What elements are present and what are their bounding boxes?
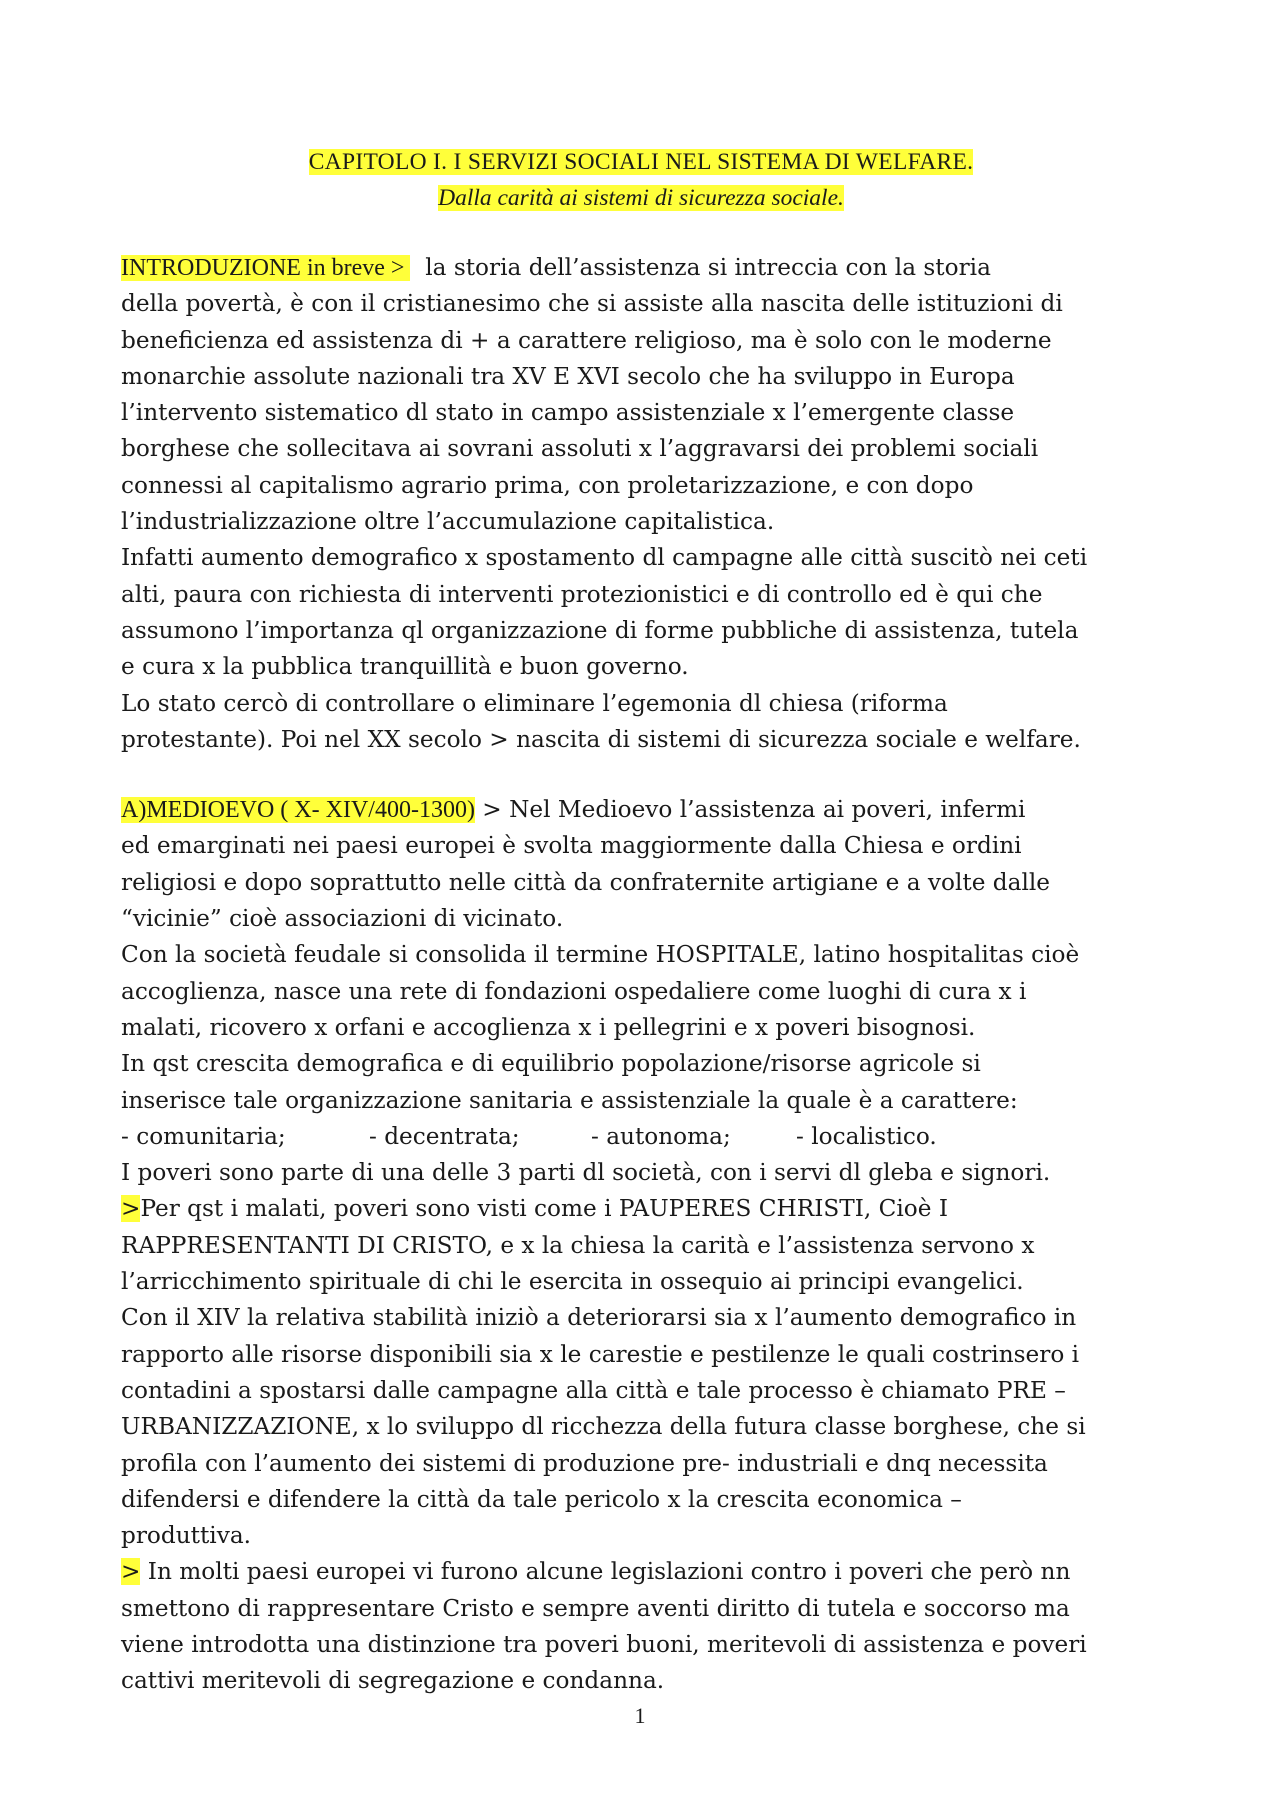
medioevo-first-line [121,792,1161,828]
intro-line: connessi al capitalismo agrario prima, con proletarizzazione, e con dopo [121,471,974,499]
medioevo-line: URBANIZZAZIONE, x lo sviluppo dl ricchezza della futura classe borghese, che si [121,1413,1086,1441]
intro-line: Lo stato cercò di controllare o eliminare l’egemonia dl chiesa (riforma [121,689,948,717]
medioevo-line: l’arricchimento spirituale di chi le esercita in ossequio ai principi evangelici. [121,1268,1024,1296]
intro-line: l’industrializzazione oltre l’accumulazione capitalistica. [121,508,775,536]
medioevo-line: malati, ricovero x orfani e accoglienza x i pellegrini e x poveri bisognosi. [121,1013,976,1041]
medioevo-line: Con il XIV la relativa stabilità iniziò a deteriorarsi sia x l’aumento demografico in [121,1304,1077,1332]
medioevo-line: smettono di rappresentare Cristo e sempre aventi diritto di tutela e soccorso ma [121,1594,1070,1622]
intro-line: e cura x la pubblica tranquillità e buon governo. [121,653,689,681]
intro-first-line [121,250,1161,286]
intro-line: alti, paura con richiesta di interventi protezionistici e di controllo ed è qui che [121,580,1043,608]
medioevo-line: “vicinie” cioè associazioni di vicinato. [121,905,564,933]
intro-first-line-text: la storia dell’assistenza si intreccia con la storia [425,254,991,281]
medioevo-line: inserisce tale organizzazione sanitaria e assistenziale la quale è a carattere: [121,1086,1018,1114]
medioevo-line: RAPPRESENTANTI DI CRISTO, e x la chiesa la carità e l’assistenza servono x [121,1231,1035,1259]
medioevo-line: I poveri sono parte di una delle 3 parti dl società, con i servi dl gleba e signori. [121,1159,1051,1187]
medioevo-line: contadini a spostarsi dalle campagne alla città e tale processo è chiamato PRE – [121,1376,1066,1404]
medioevo-line: religiosi e dopo soprattutto nelle città da confraternite artigiane e a volte dalle [121,868,1051,896]
intro-line: monarchie assolute nazionali tra XV E XVI secolo che ha sviluppo in Europa [121,362,1015,390]
chapter-subtitle-text: Dalla carità ai sistemi di sicurezza sociale. [438,185,844,211]
medioevo-line: ed emarginati nei paesi europei è svolta maggiormente dalla Chiesa e ordini [121,832,1022,860]
intro-line: della povertà, è con il cristianesimo che si assiste alla nascita delle istituzioni di [121,290,1063,318]
medioevo-line: Con la società feudale si consolida il termine HOSPITALE, latino hospitalitas cioè [121,941,1080,969]
medioevo-line: accoglienza, nasce una rete di fondazioni ospedaliere come luoghi di cura x i [121,977,1027,1005]
intro-paragraph [121,250,1161,758]
intro-label: INTRODUZIONE in breve > [121,255,411,281]
trait-item: - localistico. [796,1122,937,1150]
marker-highlight: > [121,1195,141,1223]
trait-item: - autonoma; [591,1122,731,1150]
medioevo-line: cattivi meritevoli di segregazione e condanna. [121,1667,665,1695]
medioevo-line: profila con l’aumento dei sistemi di produzione pre- industriali e dnq necessita [121,1449,1048,1477]
page-number: 1 [634,1703,646,1728]
intro-line: Infatti aumento demografico x spostamento dl campagne alle città suscitò nei ceti [121,544,1088,572]
intro-line: beneficienza ed assistenza di + a carattere religioso, ma è solo con le moderne [121,326,1052,354]
chapter-title-text: CAPITOLO I. I SERVIZI SOCIALI NEL SISTEMA DI WELFARE. [308,149,974,175]
legislation-line [121,1554,1161,1590]
intro-line: l’intervento sistematico dl stato in campo assistenziale x l’emergente classe [121,399,1015,427]
medioevo-line: difendersi e difendere la città da tale pericolo x la crescita economica – [121,1485,962,1513]
medioevo-label: A)MEDIOEVO ( X- XIV/400-1300) [121,797,475,824]
pauperes-text: Per qst i malati, poveri sono visti come i PAUPERES CHRISTI, Cioè I [140,1195,949,1223]
intro-line: assumono l’importanza ql organizzazione di forme pubbliche di assistenza, tutela [121,616,1079,644]
medioevo-first-line-text: > Nel Medioevo l’assistenza ai poveri, infermi [474,796,1026,824]
medioevo-line: rapporto alle risorse disponibili sia x le carestie e pestilenze le quali costrinsero i [121,1340,1080,1368]
traits-list [121,1119,1161,1155]
medioevo-line: In qst crescita demografica e di equilibrio popolazione/risorse agricole si [121,1050,981,1078]
chapter-subtitle [121,180,1161,216]
trait-item: - comunitaria; [121,1122,286,1150]
marker-highlight: > [121,1558,141,1586]
intro-line: protestante). Poi nel XX secolo > nascita di sistemi di sicurezza sociale e welfare. [121,725,1081,753]
medioevo-line: produttiva. [121,1522,252,1550]
pauperes-line [121,1191,1161,1227]
trait-item: - decentrata; [369,1122,520,1150]
legislation-text: In molti paesi europei vi furono alcune legislazioni contro i poveri che però nn [140,1558,1071,1586]
page-content [121,144,1161,1700]
medioevo-line: viene introdotta una distinzione tra poveri buoni, meritevoli di assistenza e poveri [121,1630,1087,1658]
intro-line: borghese che sollecitava ai sovrani assoluti x l’aggravarsi dei problemi sociali [121,435,1039,463]
chapter-title [121,144,1161,180]
medioevo-paragraph [121,792,1161,1699]
